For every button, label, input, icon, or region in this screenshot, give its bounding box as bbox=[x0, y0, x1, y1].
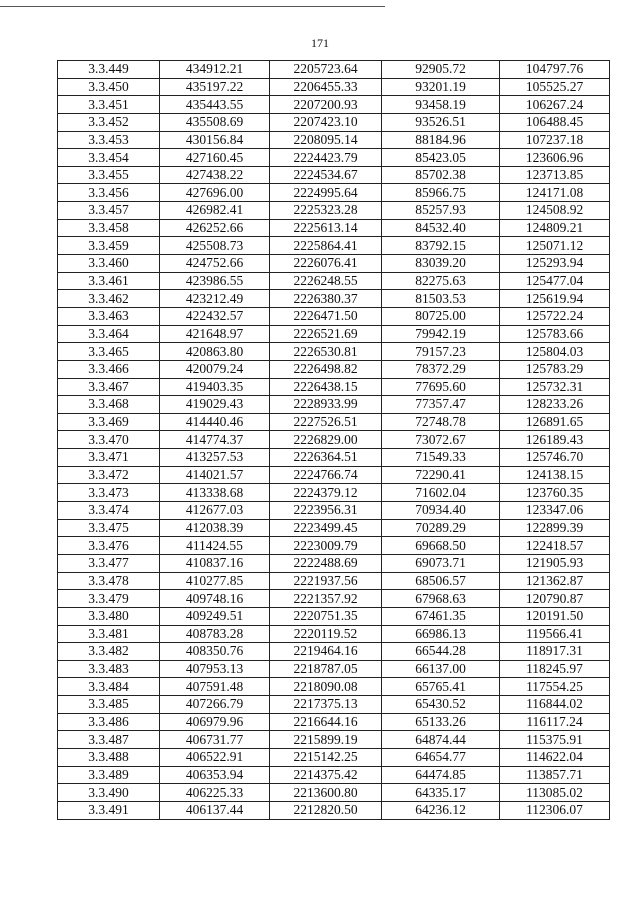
point-id-cell: 3.3.464 bbox=[58, 325, 160, 343]
coord-x-cell: 435443.55 bbox=[160, 96, 270, 114]
coord-x-cell: 406731.77 bbox=[160, 731, 270, 749]
coord-y2-cell: 107237.18 bbox=[500, 131, 610, 149]
point-id-cell: 3.3.462 bbox=[58, 290, 160, 308]
coord-x-cell: 423212.49 bbox=[160, 290, 270, 308]
table-row bbox=[58, 166, 610, 184]
coord-x2-cell: 85257.93 bbox=[382, 202, 500, 220]
coord-y-cell: 2216644.16 bbox=[270, 713, 382, 731]
coord-y2-cell: 125722.24 bbox=[500, 307, 610, 325]
coord-y2-cell: 128233.26 bbox=[500, 396, 610, 414]
coord-y2-cell: 118245.97 bbox=[500, 660, 610, 678]
point-id-cell: 3.3.463 bbox=[58, 307, 160, 325]
coord-y2-cell: 126189.43 bbox=[500, 431, 610, 449]
coord-y-cell: 2226471.50 bbox=[270, 307, 382, 325]
coord-x-cell: 435197.22 bbox=[160, 78, 270, 96]
coord-x2-cell: 66986.13 bbox=[382, 625, 500, 643]
coord-y2-cell: 119566.41 bbox=[500, 625, 610, 643]
table-row bbox=[58, 202, 610, 220]
table-row bbox=[58, 572, 610, 590]
coord-y2-cell: 123606.96 bbox=[500, 149, 610, 167]
coord-y2-cell: 125071.12 bbox=[500, 237, 610, 255]
point-id-cell: 3.3.467 bbox=[58, 378, 160, 396]
coord-y-cell: 2225864.41 bbox=[270, 237, 382, 255]
coord-y2-cell: 124508.92 bbox=[500, 202, 610, 220]
coord-x-cell: 410277.85 bbox=[160, 572, 270, 590]
point-id-cell: 3.3.465 bbox=[58, 343, 160, 361]
table-row bbox=[58, 272, 610, 290]
coord-x2-cell: 64654.77 bbox=[382, 748, 500, 766]
coord-x-cell: 406979.96 bbox=[160, 713, 270, 731]
coord-x2-cell: 64474.85 bbox=[382, 766, 500, 784]
coord-y2-cell: 122418.57 bbox=[500, 537, 610, 555]
coord-x2-cell: 64236.12 bbox=[382, 801, 500, 819]
coord-y2-cell: 116117.24 bbox=[500, 713, 610, 731]
point-id-cell: 3.3.479 bbox=[58, 590, 160, 608]
coord-y-cell: 2205723.64 bbox=[270, 61, 382, 79]
coord-y2-cell: 106488.45 bbox=[500, 113, 610, 131]
coord-x-cell: 414440.46 bbox=[160, 413, 270, 431]
coord-x2-cell: 66137.00 bbox=[382, 660, 500, 678]
coord-y-cell: 2221937.56 bbox=[270, 572, 382, 590]
table-row bbox=[58, 660, 610, 678]
coord-y-cell: 2219464.16 bbox=[270, 643, 382, 661]
coord-x2-cell: 69668.50 bbox=[382, 537, 500, 555]
coord-x-cell: 419029.43 bbox=[160, 396, 270, 414]
point-id-cell: 3.3.484 bbox=[58, 678, 160, 696]
coord-x-cell: 427438.22 bbox=[160, 166, 270, 184]
coord-y-cell: 2221357.92 bbox=[270, 590, 382, 608]
table-row bbox=[58, 307, 610, 325]
point-id-cell: 3.3.490 bbox=[58, 784, 160, 802]
coord-y2-cell: 125804.03 bbox=[500, 343, 610, 361]
table-row bbox=[58, 678, 610, 696]
coord-x2-cell: 67461.35 bbox=[382, 607, 500, 625]
coord-x2-cell: 93201.19 bbox=[382, 78, 500, 96]
coord-y2-cell: 105525.27 bbox=[500, 78, 610, 96]
point-id-cell: 3.3.488 bbox=[58, 748, 160, 766]
coord-y-cell: 2224379.12 bbox=[270, 484, 382, 502]
coord-x2-cell: 85702.38 bbox=[382, 166, 500, 184]
coord-y2-cell: 121362.87 bbox=[500, 572, 610, 590]
point-id-cell: 3.3.455 bbox=[58, 166, 160, 184]
table-row bbox=[58, 343, 610, 361]
coord-y2-cell: 125746.70 bbox=[500, 449, 610, 467]
table-row bbox=[58, 396, 610, 414]
point-id-cell: 3.3.487 bbox=[58, 731, 160, 749]
point-id-cell: 3.3.478 bbox=[58, 572, 160, 590]
coord-y2-cell: 123347.06 bbox=[500, 502, 610, 520]
point-id-cell: 3.3.468 bbox=[58, 396, 160, 414]
point-id-cell: 3.3.453 bbox=[58, 131, 160, 149]
point-id-cell: 3.3.449 bbox=[58, 61, 160, 79]
coord-y-cell: 2226364.51 bbox=[270, 449, 382, 467]
coord-x-cell: 411424.55 bbox=[160, 537, 270, 555]
coord-x-cell: 427696.00 bbox=[160, 184, 270, 202]
coord-y2-cell: 112306.07 bbox=[500, 801, 610, 819]
coord-y-cell: 2214375.42 bbox=[270, 766, 382, 784]
point-id-cell: 3.3.469 bbox=[58, 413, 160, 431]
coord-x2-cell: 81503.53 bbox=[382, 290, 500, 308]
coord-x2-cell: 73072.67 bbox=[382, 431, 500, 449]
coord-x2-cell: 92905.72 bbox=[382, 61, 500, 79]
table-row bbox=[58, 484, 610, 502]
coord-x2-cell: 71602.04 bbox=[382, 484, 500, 502]
coord-y2-cell: 120191.50 bbox=[500, 607, 610, 625]
table-row bbox=[58, 413, 610, 431]
coord-y-cell: 2212820.50 bbox=[270, 801, 382, 819]
coord-y2-cell: 123760.35 bbox=[500, 484, 610, 502]
point-id-cell: 3.3.451 bbox=[58, 96, 160, 114]
coord-y2-cell: 113085.02 bbox=[500, 784, 610, 802]
coord-x2-cell: 77357.47 bbox=[382, 396, 500, 414]
coord-y2-cell: 123713.85 bbox=[500, 166, 610, 184]
point-id-cell: 3.3.456 bbox=[58, 184, 160, 202]
coord-y-cell: 2224995.64 bbox=[270, 184, 382, 202]
coord-y-cell: 2223499.45 bbox=[270, 519, 382, 537]
coord-x2-cell: 68506.57 bbox=[382, 572, 500, 590]
point-id-cell: 3.3.491 bbox=[58, 801, 160, 819]
point-id-cell: 3.3.454 bbox=[58, 149, 160, 167]
table-row bbox=[58, 78, 610, 96]
coord-y-cell: 2218787.05 bbox=[270, 660, 382, 678]
coord-x-cell: 412038.39 bbox=[160, 519, 270, 537]
point-id-cell: 3.3.474 bbox=[58, 502, 160, 520]
coord-x2-cell: 82275.63 bbox=[382, 272, 500, 290]
point-id-cell: 3.3.450 bbox=[58, 78, 160, 96]
coord-y-cell: 2226438.15 bbox=[270, 378, 382, 396]
table-row bbox=[58, 625, 610, 643]
coord-x-cell: 421648.97 bbox=[160, 325, 270, 343]
coordinates-table bbox=[57, 60, 610, 820]
coord-y-cell: 2225613.14 bbox=[270, 219, 382, 237]
point-id-cell: 3.3.489 bbox=[58, 766, 160, 784]
coord-x-cell: 424752.66 bbox=[160, 255, 270, 273]
coord-x2-cell: 79157.23 bbox=[382, 343, 500, 361]
coord-x-cell: 408783.28 bbox=[160, 625, 270, 643]
coord-x-cell: 435508.69 bbox=[160, 113, 270, 131]
coord-x-cell: 406137.44 bbox=[160, 801, 270, 819]
coord-y2-cell: 125293.94 bbox=[500, 255, 610, 273]
table-row bbox=[58, 131, 610, 149]
table-row bbox=[58, 431, 610, 449]
coord-x2-cell: 83792.15 bbox=[382, 237, 500, 255]
point-id-cell: 3.3.460 bbox=[58, 255, 160, 273]
coord-y-cell: 2217375.13 bbox=[270, 696, 382, 714]
coord-y-cell: 2220751.35 bbox=[270, 607, 382, 625]
coord-y-cell: 2223009.79 bbox=[270, 537, 382, 555]
coord-x2-cell: 71549.33 bbox=[382, 449, 500, 467]
coord-x-cell: 408350.76 bbox=[160, 643, 270, 661]
table-row bbox=[58, 237, 610, 255]
coord-x2-cell: 84532.40 bbox=[382, 219, 500, 237]
coord-x2-cell: 65133.26 bbox=[382, 713, 500, 731]
coord-x-cell: 412677.03 bbox=[160, 502, 270, 520]
coordinates-table-body bbox=[58, 61, 610, 820]
coord-y-cell: 2222488.69 bbox=[270, 554, 382, 572]
coord-x2-cell: 80725.00 bbox=[382, 307, 500, 325]
coord-y2-cell: 125732.31 bbox=[500, 378, 610, 396]
point-id-cell: 3.3.481 bbox=[58, 625, 160, 643]
coord-x-cell: 427160.45 bbox=[160, 149, 270, 167]
coord-x2-cell: 64335.17 bbox=[382, 784, 500, 802]
coord-y2-cell: 114622.04 bbox=[500, 748, 610, 766]
coord-x-cell: 414774.37 bbox=[160, 431, 270, 449]
table-row bbox=[58, 113, 610, 131]
coord-x2-cell: 85423.05 bbox=[382, 149, 500, 167]
coord-x-cell: 409249.51 bbox=[160, 607, 270, 625]
coord-x-cell: 413257.53 bbox=[160, 449, 270, 467]
table-row bbox=[58, 96, 610, 114]
point-id-cell: 3.3.466 bbox=[58, 360, 160, 378]
table-row bbox=[58, 378, 610, 396]
coord-y2-cell: 118917.31 bbox=[500, 643, 610, 661]
table-row bbox=[58, 466, 610, 484]
coord-x2-cell: 83039.20 bbox=[382, 255, 500, 273]
table-row bbox=[58, 607, 610, 625]
table-row bbox=[58, 748, 610, 766]
table-row bbox=[58, 784, 610, 802]
point-id-cell: 3.3.475 bbox=[58, 519, 160, 537]
table-row bbox=[58, 643, 610, 661]
table-row bbox=[58, 590, 610, 608]
point-id-cell: 3.3.477 bbox=[58, 554, 160, 572]
table-row bbox=[58, 325, 610, 343]
point-id-cell: 3.3.476 bbox=[58, 537, 160, 555]
coord-x-cell: 422432.57 bbox=[160, 307, 270, 325]
table-row bbox=[58, 149, 610, 167]
point-id-cell: 3.3.461 bbox=[58, 272, 160, 290]
coord-x2-cell: 79942.19 bbox=[382, 325, 500, 343]
coord-x2-cell: 67968.63 bbox=[382, 590, 500, 608]
coord-y-cell: 2218090.08 bbox=[270, 678, 382, 696]
coord-y2-cell: 124809.21 bbox=[500, 219, 610, 237]
point-id-cell: 3.3.480 bbox=[58, 607, 160, 625]
table-row bbox=[58, 554, 610, 572]
coord-y-cell: 2215899.19 bbox=[270, 731, 382, 749]
coord-x-cell: 420863.80 bbox=[160, 343, 270, 361]
table-row bbox=[58, 290, 610, 308]
coord-y2-cell: 113857.71 bbox=[500, 766, 610, 784]
coord-y-cell: 2223956.31 bbox=[270, 502, 382, 520]
coord-x-cell: 406522.91 bbox=[160, 748, 270, 766]
coord-x-cell: 407591.48 bbox=[160, 678, 270, 696]
coord-y-cell: 2226380.37 bbox=[270, 290, 382, 308]
coord-y2-cell: 116844.02 bbox=[500, 696, 610, 714]
point-id-cell: 3.3.486 bbox=[58, 713, 160, 731]
coord-y2-cell: 120790.87 bbox=[500, 590, 610, 608]
coord-y2-cell: 124171.08 bbox=[500, 184, 610, 202]
table-row bbox=[58, 766, 610, 784]
coord-x2-cell: 64874.44 bbox=[382, 731, 500, 749]
point-id-cell: 3.3.459 bbox=[58, 237, 160, 255]
coord-y-cell: 2224766.74 bbox=[270, 466, 382, 484]
coord-y-cell: 2213600.80 bbox=[270, 784, 382, 802]
table-row bbox=[58, 696, 610, 714]
coord-y2-cell: 125477.04 bbox=[500, 272, 610, 290]
point-id-cell: 3.3.458 bbox=[58, 219, 160, 237]
coord-x2-cell: 70934.40 bbox=[382, 502, 500, 520]
coord-x2-cell: 69073.71 bbox=[382, 554, 500, 572]
table-row bbox=[58, 61, 610, 79]
coord-x2-cell: 85966.75 bbox=[382, 184, 500, 202]
header-rule bbox=[0, 6, 385, 7]
coord-y2-cell: 115375.91 bbox=[500, 731, 610, 749]
point-id-cell: 3.3.457 bbox=[58, 202, 160, 220]
coord-x-cell: 420079.24 bbox=[160, 360, 270, 378]
coord-y-cell: 2206455.33 bbox=[270, 78, 382, 96]
coord-x2-cell: 77695.60 bbox=[382, 378, 500, 396]
coord-y-cell: 2226498.82 bbox=[270, 360, 382, 378]
coord-y-cell: 2226521.69 bbox=[270, 325, 382, 343]
coord-x-cell: 426982.41 bbox=[160, 202, 270, 220]
coord-y2-cell: 117554.25 bbox=[500, 678, 610, 696]
coord-y-cell: 2228933.99 bbox=[270, 396, 382, 414]
coord-y-cell: 2215142.25 bbox=[270, 748, 382, 766]
coord-x-cell: 434912.21 bbox=[160, 61, 270, 79]
coord-y-cell: 2226248.55 bbox=[270, 272, 382, 290]
coord-x2-cell: 93526.51 bbox=[382, 113, 500, 131]
coord-x2-cell: 72290.41 bbox=[382, 466, 500, 484]
coord-x-cell: 430156.84 bbox=[160, 131, 270, 149]
coord-y-cell: 2226530.81 bbox=[270, 343, 382, 361]
coord-x2-cell: 72748.78 bbox=[382, 413, 500, 431]
coord-x-cell: 409748.16 bbox=[160, 590, 270, 608]
coord-x2-cell: 66544.28 bbox=[382, 643, 500, 661]
coord-x2-cell: 88184.96 bbox=[382, 131, 500, 149]
table-row bbox=[58, 731, 610, 749]
coord-x-cell: 425508.73 bbox=[160, 237, 270, 255]
coord-x-cell: 413338.68 bbox=[160, 484, 270, 502]
table-row bbox=[58, 502, 610, 520]
coord-y2-cell: 124138.15 bbox=[500, 466, 610, 484]
point-id-cell: 3.3.472 bbox=[58, 466, 160, 484]
coord-y-cell: 2225323.28 bbox=[270, 202, 382, 220]
coord-y-cell: 2226829.00 bbox=[270, 431, 382, 449]
page-number: 171 bbox=[311, 36, 329, 50]
table-row bbox=[58, 184, 610, 202]
table-row bbox=[58, 801, 610, 819]
table-row bbox=[58, 360, 610, 378]
coord-y-cell: 2224423.79 bbox=[270, 149, 382, 167]
point-id-cell: 3.3.485 bbox=[58, 696, 160, 714]
coord-y-cell: 2207423.10 bbox=[270, 113, 382, 131]
table-row bbox=[58, 537, 610, 555]
coord-x-cell: 407266.79 bbox=[160, 696, 270, 714]
coord-y-cell: 2208095.14 bbox=[270, 131, 382, 149]
coord-y2-cell: 126891.65 bbox=[500, 413, 610, 431]
coord-y2-cell: 125619.94 bbox=[500, 290, 610, 308]
coord-x2-cell: 78372.29 bbox=[382, 360, 500, 378]
coord-y2-cell: 104797.76 bbox=[500, 61, 610, 79]
table-row bbox=[58, 255, 610, 273]
point-id-cell: 3.3.471 bbox=[58, 449, 160, 467]
table-row bbox=[58, 219, 610, 237]
coord-y2-cell: 106267.24 bbox=[500, 96, 610, 114]
coord-x-cell: 410837.16 bbox=[160, 554, 270, 572]
table-row bbox=[58, 519, 610, 537]
point-id-cell: 3.3.482 bbox=[58, 643, 160, 661]
coord-x-cell: 426252.66 bbox=[160, 219, 270, 237]
point-id-cell: 3.3.470 bbox=[58, 431, 160, 449]
coord-x2-cell: 70289.29 bbox=[382, 519, 500, 537]
coord-x2-cell: 93458.19 bbox=[382, 96, 500, 114]
coord-x-cell: 419403.35 bbox=[160, 378, 270, 396]
table-row bbox=[58, 449, 610, 467]
coord-x-cell: 423986.55 bbox=[160, 272, 270, 290]
coord-x-cell: 414021.57 bbox=[160, 466, 270, 484]
coord-y-cell: 2227526.51 bbox=[270, 413, 382, 431]
coord-x2-cell: 65765.41 bbox=[382, 678, 500, 696]
coord-y-cell: 2220119.52 bbox=[270, 625, 382, 643]
coord-x-cell: 406225.33 bbox=[160, 784, 270, 802]
coord-y-cell: 2226076.41 bbox=[270, 255, 382, 273]
point-id-cell: 3.3.452 bbox=[58, 113, 160, 131]
coord-y-cell: 2207200.93 bbox=[270, 96, 382, 114]
coord-y2-cell: 121905.93 bbox=[500, 554, 610, 572]
point-id-cell: 3.3.483 bbox=[58, 660, 160, 678]
point-id-cell: 3.3.473 bbox=[58, 484, 160, 502]
table-row bbox=[58, 713, 610, 731]
coord-x-cell: 406353.94 bbox=[160, 766, 270, 784]
coord-y-cell: 2224534.67 bbox=[270, 166, 382, 184]
coord-y2-cell: 125783.29 bbox=[500, 360, 610, 378]
coord-x-cell: 407953.13 bbox=[160, 660, 270, 678]
coord-x2-cell: 65430.52 bbox=[382, 696, 500, 714]
coord-y2-cell: 125783.66 bbox=[500, 325, 610, 343]
coord-y2-cell: 122899.39 bbox=[500, 519, 610, 537]
